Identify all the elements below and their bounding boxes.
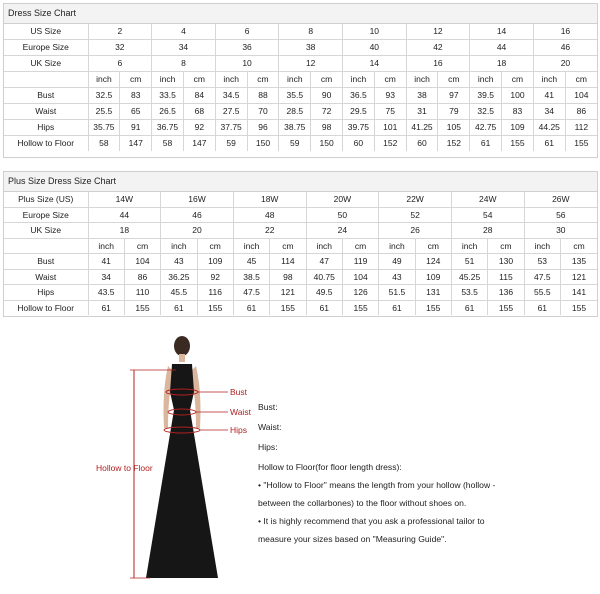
plus-size-chart (3, 171, 598, 317)
value-cell: 155 (197, 300, 233, 315)
size-cell: 44 (88, 207, 161, 223)
value-cell: 51 (451, 254, 487, 270)
value-cell: 58 (152, 136, 184, 152)
uk-size-row (4, 56, 597, 72)
value-cell: 112 (565, 120, 597, 136)
unit-inch-cell: inch (406, 72, 438, 88)
measurement-row (4, 88, 597, 104)
value-cell: 61 (451, 300, 487, 315)
value-cell: 61 (524, 300, 560, 315)
us-size-row (4, 192, 597, 207)
value-cell: 35.5 (279, 88, 311, 104)
size-cell: 36 (215, 40, 279, 56)
value-cell: 147 (183, 136, 215, 152)
row-label: Europe Size (4, 207, 88, 223)
size-cell: 46 (533, 40, 597, 56)
measurement-row (4, 254, 597, 270)
value-cell: 155 (560, 300, 597, 315)
value-cell: 41 (533, 88, 565, 104)
value-cell: 34.5 (215, 88, 247, 104)
value-cell: 68 (183, 104, 215, 120)
size-cell: 12 (279, 56, 343, 72)
note-hollow: Hollow to Floor(for floor length dress): (258, 462, 402, 472)
value-cell: 61 (470, 136, 502, 152)
row-label: Bust (4, 254, 88, 270)
value-cell: 155 (342, 300, 378, 315)
row-label: Hips (4, 285, 88, 301)
value-cell: 92 (197, 269, 233, 285)
size-cell: 18 (88, 223, 161, 239)
value-cell: 124 (415, 254, 451, 270)
note-hips: Hips: (258, 442, 278, 452)
value-cell: 155 (502, 136, 534, 152)
value-cell: 32.5 (470, 104, 502, 120)
size-cell: 20 (161, 223, 234, 239)
unit-inch-cell: inch (161, 238, 197, 254)
row-label-empty (4, 238, 88, 254)
unit-cm-cell: cm (247, 72, 279, 88)
value-cell: 155 (415, 300, 451, 315)
size-cell: 52 (379, 207, 452, 223)
value-cell: 37.75 (215, 120, 247, 136)
size-cell: 46 (161, 207, 234, 223)
value-cell: 119 (342, 254, 378, 270)
chart-title: Dress Size Chart (4, 4, 597, 24)
value-cell: 150 (311, 136, 343, 152)
neck (179, 354, 185, 362)
measurement-row (4, 269, 597, 285)
value-cell: 126 (342, 285, 378, 301)
row-label: US Size (4, 24, 88, 40)
size-cell: 14W (88, 192, 161, 207)
row-label: Hips (4, 120, 88, 136)
value-cell: 34 (88, 269, 124, 285)
value-cell: 61 (233, 300, 269, 315)
value-cell: 31 (406, 104, 438, 120)
unit-cm-cell: cm (183, 72, 215, 88)
size-cell: 34 (152, 40, 216, 56)
row-label: Europe Size (4, 40, 88, 56)
value-cell: 49.5 (306, 285, 342, 301)
unit-cm-cell: cm (488, 238, 524, 254)
value-cell: 41 (88, 254, 124, 270)
size-cell: 16W (161, 192, 234, 207)
size-cell: 14 (470, 24, 534, 40)
size-cell: 6 (215, 24, 279, 40)
value-cell: 34 (533, 104, 565, 120)
value-cell: 75 (374, 104, 406, 120)
value-cell: 83 (120, 88, 152, 104)
value-cell: 130 (488, 254, 524, 270)
size-cell: 24W (451, 192, 524, 207)
value-cell: 93 (374, 88, 406, 104)
value-cell: 32.5 (88, 88, 120, 104)
value-cell: 55.5 (524, 285, 560, 301)
unit-cm-cell: cm (374, 72, 406, 88)
hollow-annotation: Hollow to Floor (96, 463, 153, 473)
value-cell: 110 (124, 285, 160, 301)
value-cell: 136 (488, 285, 524, 301)
value-cell: 41.25 (406, 120, 438, 136)
unit-inch-cell: inch (88, 72, 120, 88)
value-cell: 44.25 (533, 120, 565, 136)
row-label: Waist (4, 104, 88, 120)
europe-size-row (4, 40, 597, 56)
value-cell: 38.75 (279, 120, 311, 136)
value-cell: 147 (120, 136, 152, 152)
row-label: UK Size (4, 56, 88, 72)
size-cell: 4 (152, 24, 216, 40)
value-cell: 42.75 (470, 120, 502, 136)
value-cell: 61 (306, 300, 342, 315)
size-cell: 26 (379, 223, 452, 239)
unit-inch-cell: inch (88, 238, 124, 254)
value-cell: 92 (183, 120, 215, 136)
value-cell: 70 (247, 104, 279, 120)
value-cell: 141 (560, 285, 597, 301)
size-table (4, 24, 597, 151)
unit-inch-cell: inch (533, 72, 565, 88)
value-cell: 109 (502, 120, 534, 136)
europe-size-row (4, 207, 597, 223)
value-cell: 40.75 (306, 269, 342, 285)
unit-inch-cell: inch (343, 72, 375, 88)
row-label: Bust (4, 88, 88, 104)
unit-cm-cell: cm (502, 72, 534, 88)
unit-cm-cell: cm (311, 72, 343, 88)
value-cell: 101 (374, 120, 406, 136)
bust-annotation: Bust (230, 387, 248, 397)
value-cell: 96 (247, 120, 279, 136)
value-cell: 86 (124, 269, 160, 285)
row-label: Hollow to Floor (4, 300, 88, 315)
measurement-row (4, 285, 597, 301)
value-cell: 100 (502, 88, 534, 104)
unit-row (4, 238, 597, 254)
value-cell: 61 (161, 300, 197, 315)
value-cell: 104 (342, 269, 378, 285)
black-dress (146, 364, 218, 578)
value-cell: 97 (438, 88, 470, 104)
measurement-notes (258, 398, 588, 548)
value-cell: 47 (306, 254, 342, 270)
size-cell: 32 (88, 40, 152, 56)
head (174, 336, 190, 356)
size-cell: 22W (379, 192, 452, 207)
value-cell: 83 (502, 104, 534, 120)
value-cell: 72 (311, 104, 343, 120)
value-cell: 155 (270, 300, 306, 315)
size-cell: 38 (279, 40, 343, 56)
value-cell: 155 (565, 136, 597, 152)
size-cell: 40 (343, 40, 407, 56)
size-cell: 30 (524, 223, 597, 239)
value-cell: 43 (161, 254, 197, 270)
value-cell: 53 (524, 254, 560, 270)
value-cell: 43 (379, 269, 415, 285)
value-cell: 58 (88, 136, 120, 152)
measurement-row (4, 136, 597, 152)
measuring-figure (90, 332, 250, 584)
unit-inch-cell: inch (306, 238, 342, 254)
size-cell: 24 (306, 223, 379, 239)
unit-inch-cell: inch (152, 72, 184, 88)
note-bullet-2a: • It is highly recommend that you ask a professional tailor to (258, 516, 485, 526)
size-cell: 22 (233, 223, 306, 239)
value-cell: 65 (120, 104, 152, 120)
value-cell: 36.25 (161, 269, 197, 285)
size-cell: 54 (451, 207, 524, 223)
unit-inch-cell: inch (524, 238, 560, 254)
unit-inch-cell: inch (215, 72, 247, 88)
size-cell: 8 (152, 56, 216, 72)
size-cell: 28 (451, 223, 524, 239)
value-cell: 109 (197, 254, 233, 270)
value-cell: 45.5 (161, 285, 197, 301)
uk-size-row (4, 223, 597, 239)
row-label: Plus Size (US) (4, 192, 88, 207)
value-cell: 61 (533, 136, 565, 152)
hips-annotation: Hips (230, 425, 248, 435)
unit-inch-cell: inch (470, 72, 502, 88)
value-cell: 114 (270, 254, 306, 270)
value-cell: 59 (279, 136, 311, 152)
value-cell: 105 (438, 120, 470, 136)
note-bust: Bust: (258, 402, 278, 412)
value-cell: 91 (120, 120, 152, 136)
size-cell: 20W (306, 192, 379, 207)
unit-cm-cell: cm (342, 238, 378, 254)
value-cell: 152 (438, 136, 470, 152)
unit-cm-cell: cm (120, 72, 152, 88)
value-cell: 39.5 (470, 88, 502, 104)
value-cell: 150 (247, 136, 279, 152)
value-cell: 38.5 (233, 269, 269, 285)
unit-inch-cell: inch (279, 72, 311, 88)
unit-cm-cell: cm (560, 238, 597, 254)
dress-silhouette-illustration (90, 332, 250, 584)
chart-title: Plus Size Dress Size Chart (4, 172, 597, 192)
note-bullet-1b: between the collarbones) to the floor without shoes on. (258, 498, 467, 508)
waist-annotation: Waist (230, 407, 251, 417)
value-cell: 135 (560, 254, 597, 270)
value-cell: 29.5 (343, 104, 375, 120)
value-cell: 152 (374, 136, 406, 152)
value-cell: 28.5 (279, 104, 311, 120)
size-cell: 18W (233, 192, 306, 207)
value-cell: 36.75 (152, 120, 184, 136)
value-cell: 98 (270, 269, 306, 285)
size-cell: 16 (533, 24, 597, 40)
value-cell: 45 (233, 254, 269, 270)
size-cell: 50 (306, 207, 379, 223)
unit-inch-cell: inch (379, 238, 415, 254)
value-cell: 49 (379, 254, 415, 270)
measurement-row (4, 104, 597, 120)
value-cell: 79 (438, 104, 470, 120)
note-bullet-2b: measure your sizes based on "Measuring Guide". (258, 534, 447, 544)
unit-cm-cell: cm (565, 72, 597, 88)
value-cell: 90 (311, 88, 343, 104)
size-cell: 12 (406, 24, 470, 40)
size-cell: 42 (406, 40, 470, 56)
size-cell: 18 (470, 56, 534, 72)
size-table (4, 192, 597, 315)
value-cell: 25.5 (88, 104, 120, 120)
value-cell: 109 (415, 269, 451, 285)
size-cell: 6 (88, 56, 152, 72)
dress-size-chart (3, 3, 598, 158)
value-cell: 51.5 (379, 285, 415, 301)
value-cell: 27.5 (215, 104, 247, 120)
size-cell: 10 (215, 56, 279, 72)
measurement-row (4, 120, 597, 136)
measurement-row (4, 300, 597, 315)
size-cell: 44 (470, 40, 534, 56)
size-cell: 10 (343, 24, 407, 40)
us-size-row (4, 24, 597, 40)
value-cell: 60 (406, 136, 438, 152)
unit-inch-cell: inch (451, 238, 487, 254)
size-cell: 48 (233, 207, 306, 223)
size-cell: 8 (279, 24, 343, 40)
value-cell: 155 (124, 300, 160, 315)
size-cell: 16 (406, 56, 470, 72)
value-cell: 84 (183, 88, 215, 104)
value-cell: 38 (406, 88, 438, 104)
size-cell: 2 (88, 24, 152, 40)
row-label-empty (4, 72, 88, 88)
unit-cm-cell: cm (124, 238, 160, 254)
value-cell: 35.75 (88, 120, 120, 136)
unit-cm-cell: cm (415, 238, 451, 254)
value-cell: 61 (88, 300, 124, 315)
value-cell: 115 (488, 269, 524, 285)
row-label: UK Size (4, 223, 88, 239)
value-cell: 53.5 (451, 285, 487, 301)
row-label: Waist (4, 269, 88, 285)
value-cell: 131 (415, 285, 451, 301)
unit-cm-cell: cm (197, 238, 233, 254)
value-cell: 43.5 (88, 285, 124, 301)
unit-row (4, 72, 597, 88)
value-cell: 121 (270, 285, 306, 301)
value-cell: 59 (215, 136, 247, 152)
value-cell: 45.25 (451, 269, 487, 285)
value-cell: 104 (565, 88, 597, 104)
value-cell: 86 (565, 104, 597, 120)
unit-inch-cell: inch (233, 238, 269, 254)
unit-cm-cell: cm (270, 238, 306, 254)
value-cell: 88 (247, 88, 279, 104)
value-cell: 47.5 (233, 285, 269, 301)
value-cell: 26.5 (152, 104, 184, 120)
note-waist: Waist: (258, 422, 282, 432)
size-cell: 20 (533, 56, 597, 72)
value-cell: 33.5 (152, 88, 184, 104)
value-cell: 61 (379, 300, 415, 315)
unit-cm-cell: cm (438, 72, 470, 88)
size-cell: 14 (343, 56, 407, 72)
value-cell: 60 (343, 136, 375, 152)
size-cell: 56 (524, 207, 597, 223)
value-cell: 116 (197, 285, 233, 301)
value-cell: 121 (560, 269, 597, 285)
value-cell: 47.5 (524, 269, 560, 285)
row-label: Hollow to Floor (4, 136, 88, 152)
value-cell: 36.5 (343, 88, 375, 104)
value-cell: 98 (311, 120, 343, 136)
note-bullet-1a: • "Hollow to Floor" means the length from your hollow (hollow - (258, 480, 496, 490)
size-cell: 26W (524, 192, 597, 207)
value-cell: 104 (124, 254, 160, 270)
value-cell: 155 (488, 300, 524, 315)
value-cell: 39.75 (343, 120, 375, 136)
